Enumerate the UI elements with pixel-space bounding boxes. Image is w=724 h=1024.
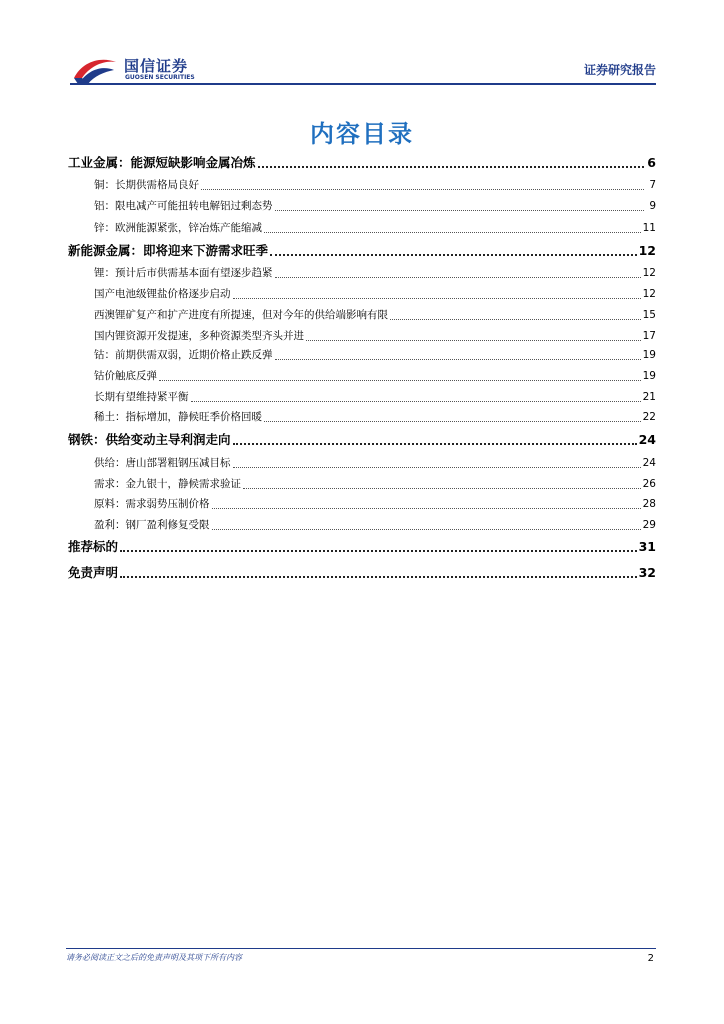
toc-dot-leader [264,232,641,233]
toc-entry-title: 长期有望维持紧平衡 [94,391,189,403]
toc-entry-title: 锂：预计后市供需基本面有望逐步趋紧 [94,267,273,279]
toc-entry-title: 钢铁：供给变动主导利润走向 [68,432,231,447]
toc-entry-page: 24 [638,432,656,447]
toc-entry-title: 供给：唐山部署粗钢压减目标 [94,457,231,469]
toc-entry-page: 11 [642,222,656,234]
toc-section-entry[interactable] [68,153,656,171]
toc-dot-leader [191,401,641,402]
toc-dot-leader [212,508,641,509]
toc-subsection-entry[interactable] [68,328,656,343]
toc-entry-title: 国产电池级锂盐价格逐步启动 [94,288,231,300]
toc-section-entry[interactable] [68,241,656,259]
toc-entry-title: 免责声明 [68,565,119,580]
toc-entry-title: 国内锂资源开发提速，多种资源类型齐头并进 [94,330,304,342]
toc-entry-page: 7 [649,179,656,191]
page-number: 2 [647,953,654,964]
toc-section-entry[interactable] [68,537,656,555]
toc-title: 内容目录 [310,120,414,148]
toc-subsection-entry[interactable] [68,347,656,362]
toc-entry-title: 工业金属：能源短缺影响金属冶炼 [68,155,256,170]
logo-chinese-name: 国信证券 [124,57,189,75]
report-type-label: 证券研究报告 [583,63,656,77]
logo-english-name: GUOSEN SECURITIES [125,74,195,81]
guosen-logo [70,52,200,86]
guosen-logo-icon [70,52,120,86]
toc-entry-page: 31 [638,539,656,554]
toc-dot-leader [275,277,641,278]
toc-entry-page: 26 [642,478,656,490]
toc-entry-title: 盈利：钢厂盈利修复受限 [94,519,210,531]
toc-dot-leader [120,576,637,578]
toc-subsection-entry[interactable] [68,177,656,192]
toc-entry-page: 29 [642,519,656,531]
toc-entry-page: 12 [638,243,656,258]
toc-dot-leader [201,189,644,190]
toc-entry-title: 西澳锂矿复产和扩产进度有所提速，但对今年的供给端影响有限 [94,309,388,321]
toc-subsection-entry[interactable] [68,368,656,383]
toc-dot-leader [390,319,641,320]
toc-entry-title: 原料：需求弱势压制价格 [94,498,210,510]
toc-dot-leader [233,298,641,299]
toc-entry-page: 19 [642,370,656,382]
toc-subsection-entry[interactable] [68,307,656,322]
toc-dot-leader [233,443,637,445]
toc-entry-title: 钴：前期供需双弱，近期价格止跌反弹 [94,349,273,361]
toc-section-entry[interactable] [68,563,656,581]
toc-dot-leader [120,550,637,552]
toc-dot-leader [233,467,641,468]
toc-entry-page: 19 [642,349,656,361]
toc-subsection-entry[interactable] [68,220,656,235]
toc-entry-page: 22 [642,411,656,423]
toc-subsection-entry[interactable] [68,409,656,424]
toc-entry-page: 21 [642,391,656,403]
toc-dot-leader [275,359,641,360]
header-divider [70,83,656,85]
toc-subsection-entry[interactable] [68,389,656,404]
toc-subsection-entry[interactable] [68,476,656,491]
toc-entry-title: 锌：欧洲能源紧张，锌冶炼产能缩减 [94,222,262,234]
toc-dot-leader [270,254,637,256]
toc-entry-title: 新能源金属：即将迎来下游需求旺季 [68,243,269,258]
toc-section-entry[interactable] [68,430,656,448]
footer-divider [66,948,656,949]
toc-dot-leader [212,529,641,530]
toc-subsection-entry[interactable] [68,496,656,511]
footer-disclaimer-note: 请务必阅读正文之后的免责声明及其项下所有内容 [66,953,242,962]
toc-dot-leader [306,340,641,341]
toc-subsection-entry[interactable] [68,517,656,532]
toc-entry-title: 需求：金九银十，静候需求验证 [94,478,241,490]
toc-dot-leader [258,166,644,168]
toc-subsection-entry[interactable] [68,265,656,280]
toc-entry-page: 17 [642,330,656,342]
toc-entry-title: 钴价触底反弹 [94,370,157,382]
toc-subsection-entry[interactable] [68,198,656,213]
toc-entry-title: 铝：限电减产可能扭转电解铝过剩态势 [94,200,273,212]
toc-subsection-entry[interactable] [68,455,656,470]
toc-entry-page: 12 [642,288,656,300]
toc-entry-title: 稀土：指标增加，静候旺季价格回暖 [94,411,262,423]
toc-entry-page: 28 [642,498,656,510]
page-header [70,52,656,86]
toc-dot-leader [159,380,641,381]
toc-entry-page: 6 [647,155,656,170]
toc-entry-title: 推荐标的 [68,539,119,554]
toc-entry-page: 9 [649,200,656,212]
toc-dot-leader [275,210,645,211]
toc-entry-page: 15 [642,309,656,321]
toc-dot-leader [243,488,641,489]
toc-subsection-entry[interactable] [68,286,656,301]
toc-entry-page: 12 [642,267,656,279]
toc-entry-title: 铜：长期供需格局良好 [94,179,199,191]
toc-dot-leader [264,421,641,422]
toc-entry-page: 24 [642,457,656,469]
toc-entry-page: 32 [638,565,656,580]
